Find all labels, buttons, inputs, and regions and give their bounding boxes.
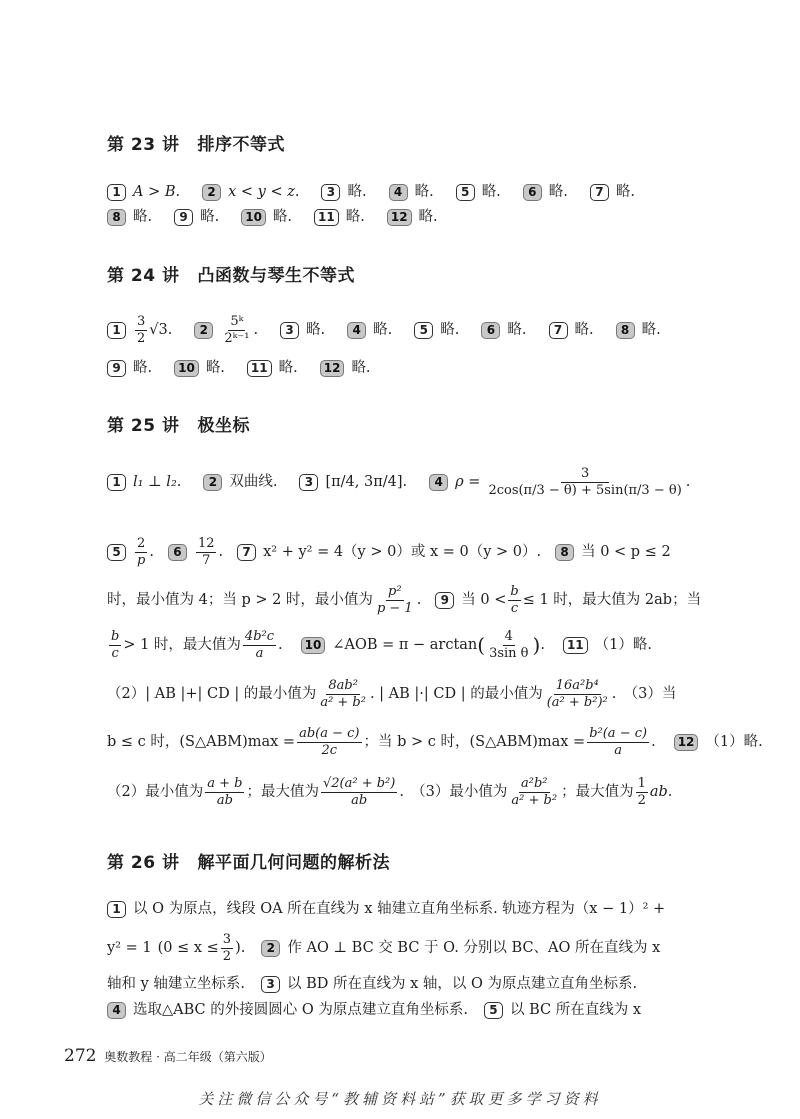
answer-text: l₁ ⊥ l₂.: [133, 474, 182, 490]
question-badge: 4: [389, 184, 408, 201]
answer-text: 略.: [306, 322, 326, 338]
answer-text: 略.: [418, 209, 438, 225]
answer-text: （2）| AB |+| CD | 的最小值为: [107, 686, 317, 702]
fraction: $\frac{\text{p²}}{p - 1}$: [376, 583, 413, 616]
question-badge: 6: [168, 544, 187, 561]
fraction: $\frac{\text{a²b²}}{\text{a² + b²}}$: [511, 775, 558, 808]
heading-title: 解平面几何问题的解析法: [197, 853, 390, 873]
question-badge: 5: [484, 1002, 503, 1019]
question-badge: 5: [414, 322, 433, 339]
answer-text: 略.: [351, 360, 371, 376]
question-badge: 3: [321, 184, 340, 201]
question-badge: 3: [261, 976, 280, 993]
sec25-line5: [107, 674, 676, 714]
fraction: $\frac{\text{5ᵏ}}{\text{2ᵏ⁻¹}}$: [224, 313, 250, 346]
fraction: $\frac{\text{√2(a² + b²)}}{ab}$: [322, 775, 396, 808]
question-badge: 12: [387, 209, 412, 226]
page-number: 272: [64, 1046, 97, 1066]
book-title: 奥数教程 · 高二年级（第六版）: [104, 1050, 272, 1064]
section-heading-26: [107, 848, 390, 873]
question-badge: 8: [555, 544, 574, 561]
question-badge: 7: [590, 184, 609, 201]
answer-text: . （3）当: [611, 686, 677, 702]
question-badge: 3: [280, 322, 299, 339]
sec26-line4: [107, 999, 641, 1021]
answer-text: x² + y² = 4（y > 0）或 x = 0（y > 0）.: [263, 544, 542, 560]
answer-text: 略.: [272, 209, 293, 225]
question-badge: 4: [347, 322, 366, 339]
page-footer: [64, 1046, 272, 1066]
question-badge: 12: [320, 360, 345, 377]
answer-text: √3.: [149, 322, 173, 338]
answer-text: b ≤ c 时，(S△ABM)max =: [107, 734, 296, 750]
question-badge: 5: [456, 184, 475, 201]
fraction: $\frac{ab(a - c)}{2c}$: [299, 725, 360, 758]
sec25-line6: b ≤ c 时，(S△ABM)max = $\frac{ab(a - c)}{2c}$ ；当 b > c 时，(S△ABM)max = $\frac{\text{b²(a − c)}}{a}$ . 12 （1）略.: [107, 725, 763, 758]
question-badge: 8: [107, 209, 126, 226]
question-badge: 1: [107, 184, 126, 201]
answer-text: > 1 时，最大值为: [123, 637, 241, 653]
fraction: $\frac{3}{2}$: [137, 313, 146, 346]
answer-text: ∠AOB = π − arctan: [332, 637, 478, 653]
question-badge: 9: [174, 209, 193, 226]
question-badge: 7: [237, 544, 256, 561]
promo-banner: [0, 1088, 800, 1109]
question-badge: 11: [247, 360, 272, 377]
answer-text: 略.: [205, 360, 225, 376]
question-badge: 2: [194, 322, 213, 339]
answer-text: 略.: [200, 209, 220, 225]
answer-text: ；当 b > c 时，(S△ABM)max =: [363, 734, 586, 750]
fraction: $\frac{12}{7}$: [197, 535, 215, 568]
question-badge: 6: [523, 184, 542, 201]
question-badge: 6: [481, 322, 500, 339]
answer-text: 以 BC 所在直线为 x: [509, 1002, 641, 1018]
answer-text: [π/4, 3π/4].: [325, 474, 408, 490]
answer-text: 略.: [414, 184, 434, 200]
question-badge: 12: [674, 734, 699, 751]
answer-text: 略.: [345, 209, 365, 225]
answer-text: 略.: [615, 184, 636, 200]
answer-text: 选取△ABC 的外接圆圆心 O 为原点建立直角坐标系.: [133, 1002, 468, 1018]
answer-text: ab.: [649, 784, 673, 800]
answer-text: 当 0 < p ≤ 2: [581, 544, 671, 560]
answer-text: . | AB |·| CD | 的最小值为: [369, 686, 543, 702]
question-badge: 3: [299, 474, 318, 491]
answer-text: ；最大值为: [561, 784, 634, 800]
answer-text: A > B.: [133, 184, 181, 200]
heading-number: 第 23 讲: [107, 135, 180, 155]
answer-text: y² = 1: [107, 940, 152, 956]
answer-text: 当 0 <: [461, 592, 507, 608]
answer-text: 略.: [133, 209, 153, 225]
fraction: $\frac{3}{2\cos(\pi/3 - \theta) + 5\sin(\pi/3 - \theta)}$: [488, 465, 682, 498]
answer-text: 轴和 y 轴建立坐标系.: [107, 976, 246, 992]
sec26-line3: [107, 973, 637, 995]
answer-text: 略.: [641, 322, 661, 338]
fraction: $\frac{\text{8ab²}}{\text{a² + b²}}$: [320, 677, 366, 710]
heading-title: 凸函数与琴生不等式: [197, 266, 355, 286]
answer-text: 作 AO ⊥ BC 交 BC 于 O. 分别以 BC、AO 所在直线为 x: [287, 940, 661, 956]
fraction: $\frac{a + b}{ab}$: [207, 775, 243, 808]
fraction: $\frac{3}{2}$: [222, 931, 232, 964]
answer-text: ≤ 1 时，最大值为 2ab；当: [522, 592, 702, 608]
answer-text: 略.: [481, 184, 501, 200]
heading-number: 第 24 讲: [107, 266, 180, 286]
question-badge: 10: [301, 637, 326, 654]
question-badge: 1: [107, 901, 126, 918]
fraction: $\frac{\text{b²(a − c)}}{a}$: [589, 725, 648, 758]
answer-text: 略.: [507, 322, 527, 338]
fraction: $\frac{4}{\text{3sin θ}}$: [489, 628, 529, 661]
question-badge: 8: [616, 322, 635, 339]
answer-text: ρ =: [455, 474, 481, 490]
answer-text: （1）略.: [705, 734, 763, 750]
answer-text: (0 ≤ x ≤: [157, 940, 219, 956]
answer-text: 略.: [133, 360, 153, 376]
sec25-line3: 时，最小值为 4；当 p > 2 时，最小值为 $\frac{\text{p²}}{p - 1}$ . 9 当 0 < $\frac{b}{c}$ ≤ 1 时，最大值为 2ab；当: [107, 583, 702, 616]
answer-text: ；最大值为: [246, 784, 319, 800]
fraction: $\frac{\text{4b²c}}{a}$: [244, 628, 275, 661]
sec25-line2: 5 $\frac{2}{p}$ . 6 $\frac{12}{7}$ . 7 x² + y² = 4（y > 0）或 x = 0（y > 0）. 8 当 0 < p ≤ 2: [107, 532, 671, 572]
heading-title: 极坐标: [197, 416, 250, 436]
answer-text: . （3）最小值为: [399, 784, 508, 800]
answer-text: 略.: [574, 322, 594, 338]
fraction: $\frac{b}{c}$: [111, 628, 120, 661]
banner-text: 关注微信公众号“教辅资料站”获取更多学习资料: [198, 1090, 602, 1108]
answer-text: ).: [235, 940, 246, 956]
sec25-line4: $\frac{b}{c}$ > 1 时，最大值为 $\frac{\text{4b²c}}{a}$ . 10 ∠AOB = π − arctan ( $\frac{4}{\text{3sin θ}}$ ) . 11 （1）略.: [111, 628, 652, 661]
question-badge: 4: [429, 474, 448, 491]
answer-text: x < y < z.: [228, 184, 300, 200]
question-badge: 2: [202, 184, 221, 201]
sec24-answers-row2: [107, 357, 393, 379]
answer-text: 略.: [278, 360, 298, 376]
answer-text: 略.: [373, 322, 393, 338]
question-badge: 11: [563, 637, 588, 654]
question-badge: 1: [107, 322, 126, 339]
sec24-answers-row1: 1 $\frac{3}{2}$ √3. 2 $\frac{\text{5ᵏ}}{\text{2ᵏ⁻¹}}$ . 3 略. 4 略. 5 略. 6 略. 7 略. 8 略.: [107, 310, 683, 350]
fraction: $\frac{1}{2}$: [637, 775, 646, 808]
question-badge: 2: [261, 940, 280, 957]
answer-text: 略.: [548, 184, 568, 200]
question-badge: 10: [241, 209, 266, 226]
sec25-line7: [107, 772, 672, 812]
sec25-line1: 1 l₁ ⊥ l₂. 2 双曲线. 3 [π/4, 3π/4]. 4 ρ = $\frac{3}{2\cos(\pi/3 - \theta) + 5\sin(\pi/3 - \theta)}$ .: [107, 462, 690, 502]
question-badge: 1: [107, 474, 126, 491]
fraction: $\frac{b}{c}$: [510, 583, 519, 616]
question-badge: 2: [203, 474, 222, 491]
answer-text: 以 BD 所在直线为 x 轴，以 O 为原点建立直角坐标系.: [287, 976, 638, 992]
answer-text: （2）最小值为: [107, 784, 204, 800]
sec23-answers-row2: [107, 206, 460, 228]
question-badge: 4: [107, 1002, 126, 1019]
question-badge: 7: [549, 322, 568, 339]
fraction: $\frac{2}{p}$: [137, 535, 146, 568]
question-badge: 9: [435, 592, 454, 609]
section-heading-23: [107, 130, 285, 155]
sec26-line1: [107, 898, 665, 920]
answer-text: 双曲线.: [229, 474, 278, 490]
heading-title: 排序不等式: [197, 135, 285, 155]
sec26-line2: [107, 928, 660, 968]
answer-text: 略.: [347, 184, 367, 200]
question-badge: 10: [174, 360, 199, 377]
question-badge: 9: [107, 360, 126, 377]
heading-number: 第 26 讲: [107, 853, 180, 873]
answer-text: 时，最小值为 4；当 p > 2 时，最小值为: [107, 592, 373, 608]
answer-text: （1）略.: [594, 637, 652, 653]
answer-text: 以 O 为原点，线段 OA 所在直线为 x 轴建立直角坐标系. 轨迹方程为（x − 1）² +: [133, 901, 666, 917]
section-heading-25: [107, 411, 250, 436]
section-heading-24: [107, 261, 355, 286]
question-badge: 5: [107, 544, 126, 561]
sec23-answers-row1: [107, 181, 657, 203]
answer-text: 略.: [440, 322, 460, 338]
heading-number: 第 25 讲: [107, 416, 180, 436]
fraction: $\frac{\text{16a²b⁴}}{\text{(a² + b²)²}}$: [546, 677, 608, 710]
question-badge: 11: [314, 209, 339, 226]
